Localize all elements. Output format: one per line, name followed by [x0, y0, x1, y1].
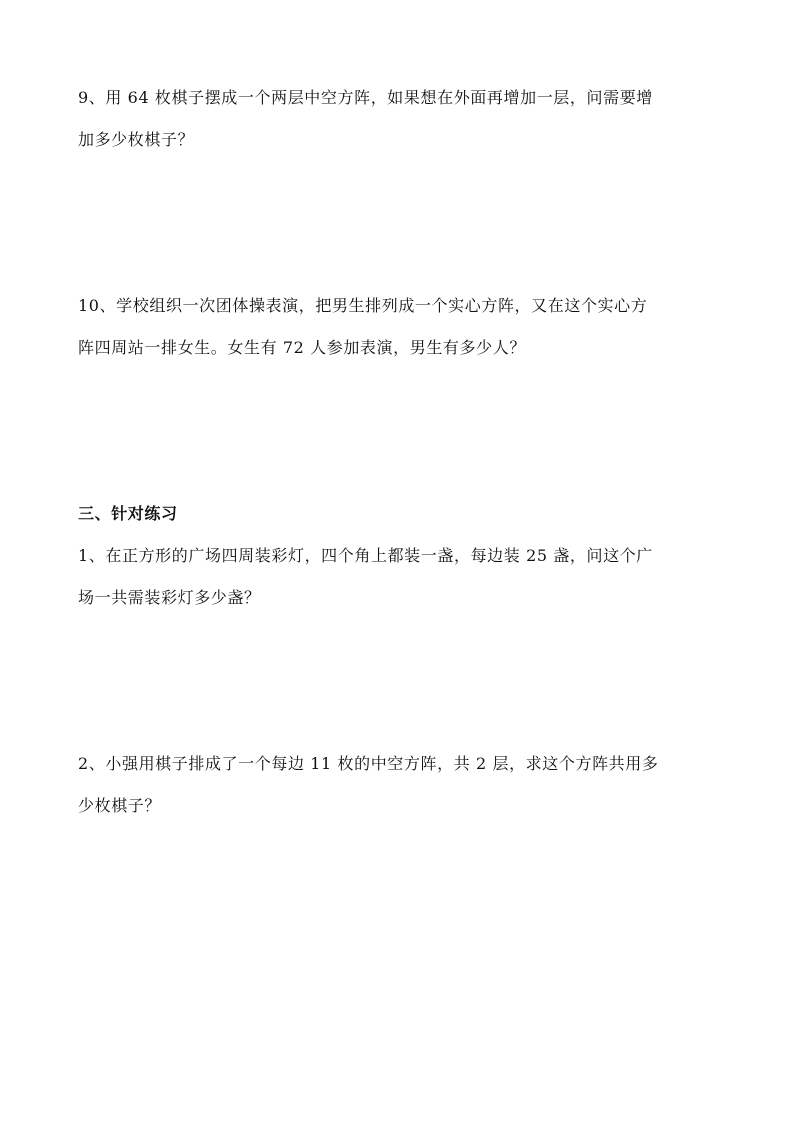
problem-10-line-2: 阵四周站一排女生。女生有 72 人参加表演，男生有多少人？ — [78, 338, 526, 357]
practice-problem-1-line-1: 1、在正方形的广场四周装彩灯，四个角上都装一盏，每边装 25 盏，问这个广 — [78, 546, 653, 565]
problem-10-line-1: 10、学校组织一次团体操表演，把男生排列成一个实心方阵，又在这个实心方 — [78, 296, 648, 315]
practice-problem-1-line-2: 场一共需装彩灯多少盏？ — [78, 588, 261, 607]
practice-problem-2-line-1: 2、小强用棋子排成了一个每边 11 枚的中空方阵，共 2 层，求这个方阵共用多 — [78, 754, 659, 773]
problem-9-line-2: 加多少枚棋子？ — [78, 130, 195, 149]
practice-problem-2-line-2: 少枚棋子？ — [78, 796, 162, 815]
problem-9-line-1: 9、用 64 枚棋子摆成一个两层中空方阵，如果想在外面再增加一层，问需要增 — [78, 88, 653, 107]
section-heading: 三、针对练习 — [78, 504, 178, 523]
